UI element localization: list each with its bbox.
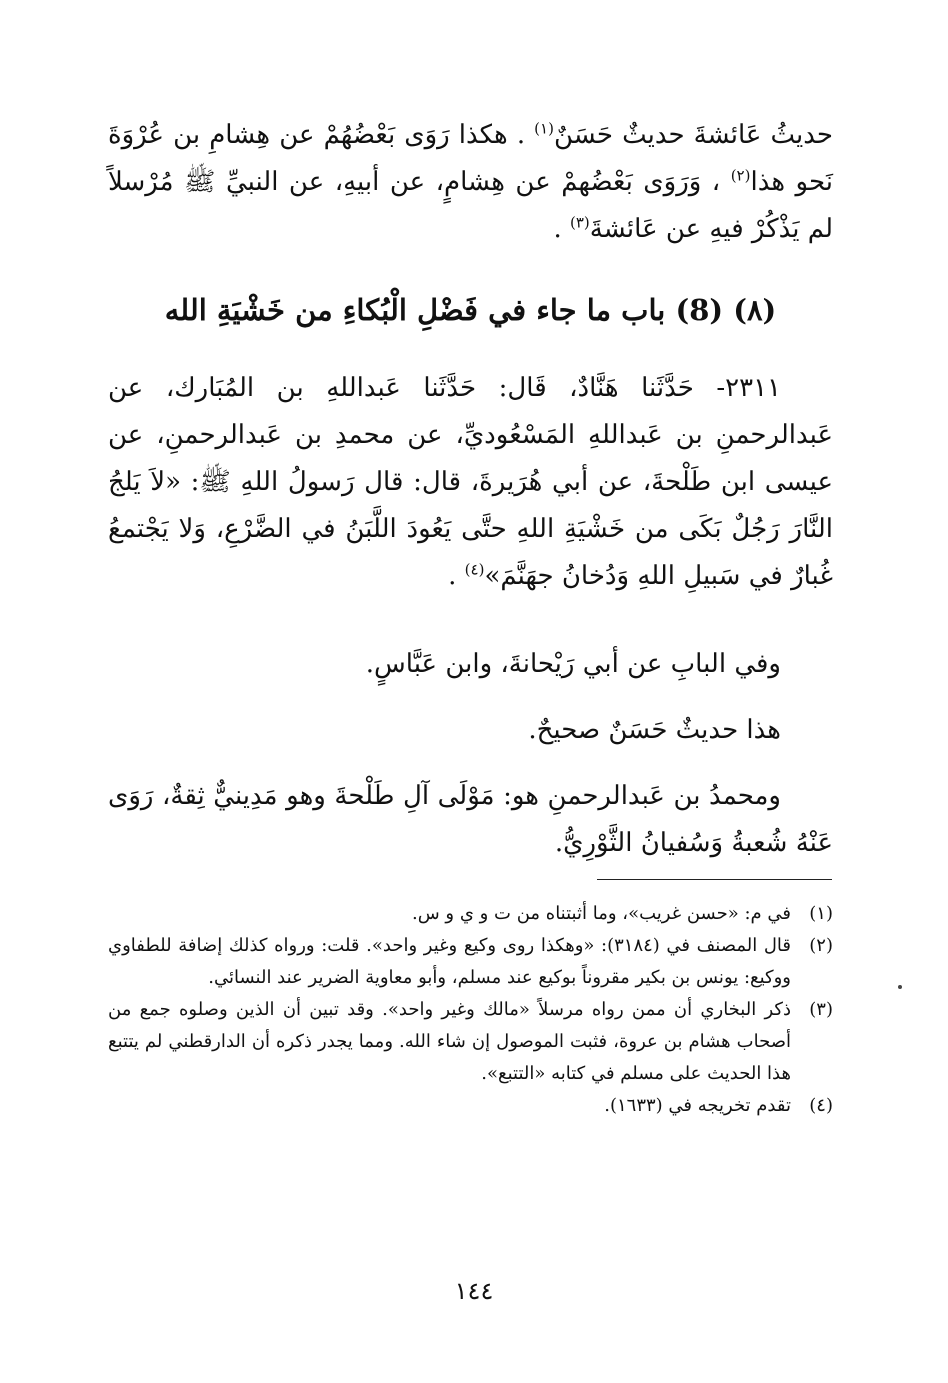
para1-part4: .: [553, 214, 570, 244]
bab-line: وفي البابِ عن أبي رَيْحانةَ، وابن عَبَّاسٍ.: [365, 649, 781, 679]
footnote-item: [108, 898, 833, 930]
footnote-item: [108, 994, 833, 1090]
scan-speck: [898, 985, 902, 989]
footnote-text: ذكر البخاري أن ممن رواه مرسلاً «مالك وغير واحد». وقد تبين أن الذين وصلوه جمع من أصحاب هشام بن عروة، فثبت الموصول إن شاء الله. ومما يجدر ذكره أن الدارقطني لم يتتبع هذا الحديث على مسلم في كتابه «التتبع».: [108, 999, 791, 1084]
footnote-item: [108, 930, 833, 994]
footnote-number: (١): [809, 903, 833, 924]
page-number: ١٤٤: [454, 1277, 494, 1305]
footnote-text: قال المصنف في (٣١٨٤): «وهكذا روى وكيع وغير واحد». قلت: ورواه كذلك إضافة للطفاوي ووكيع: يونس بن بكير مقروناً بوكيع عند مسلم، وأبو معاوية الضرير عند النسائي.: [108, 935, 791, 988]
para1-part2: . هكذا رَوَى بَعْضُهُمْ عن هِشامِ بن عُرْوَةَ نَحو هذا: [108, 120, 833, 197]
para1-part3: ، وَرَوَى بَعْضُهمْ عن هِشامٍ، عن أبيهِ، عن النبيِّ ﷺ مُرْسلاً لم يَذْكُرْ فيهِ عن عَائشةَ: [108, 167, 833, 244]
footnote-text: في م: «حسن غريب»، وما أثبتناه من ت و ي و س.: [411, 903, 791, 924]
opening-paragraph: [108, 112, 833, 253]
narrator-note-paragraph: ومحمدُ بن عَبدالرحمنِ هو: مَوْلَى آلِ طَلْحةَ وهو مَدِينيٌّ ثِقةٌ، رَوَى عَنْهُ شُعبةُ وَسُفيانُ الثَّوْرِيُّ.: [108, 781, 833, 858]
footnotes: [108, 898, 833, 1122]
grading-line: هذا حديثٌ حَسَنٌ صحيحٌ.: [528, 715, 781, 745]
footnote-ref-2[interactable]: (٢): [730, 166, 751, 185]
chapter-heading: (٨) (8) باب ما جاء في فَضْلِ الْبُكاءِ من خَشْيَةِ الله: [164, 293, 777, 327]
hadith-text: ٢٣١١- حَدَّثَنا هَنَّادٌ، قَال: حَدَّثَنا عَبداللهِ بن المُبَارك، عن عَبدالرحمنِ بن عَبداللهِ المَسْعُوديِّ، عن محمدِ بن عَبدالرحمنِ، عن عيسى ابن طَلْحةَ، عن أبي هُرَيرةَ، قال: قال رَسولُ اللهِ ﷺ: «لاَ يَلجُ النَّارَ رَجُلٌ بَكَى من خَشْيَةِ اللهِ حتَّى يَعُودَ اللَّبَنُ في الضَّرْعِ، وَلا يَجْتمعُ غُبارٌ في سَبيلِ اللهِ وَدُخانُ جهَنَّمَ»: [108, 373, 833, 591]
para1-part1: حديثُ عَائشةَ حديثٌ حَسَنٌ: [553, 120, 833, 150]
footnote-ref-3[interactable]: (٣): [570, 213, 590, 232]
footnote-number: (٢): [809, 935, 833, 956]
hadith-end: .: [448, 561, 465, 591]
footnote-divider: [597, 879, 832, 880]
footnote-number: (٣): [809, 999, 833, 1020]
footnote-ref-1[interactable]: (١): [534, 119, 554, 138]
footnote-number: (٤): [809, 1095, 833, 1116]
footnote-ref-4[interactable]: (٤): [464, 560, 485, 579]
footnote-text: تقدم تخريجه في (١٦٣٣).: [604, 1095, 791, 1116]
footnote-item: [108, 1090, 833, 1122]
hadith-paragraph: [108, 365, 833, 600]
